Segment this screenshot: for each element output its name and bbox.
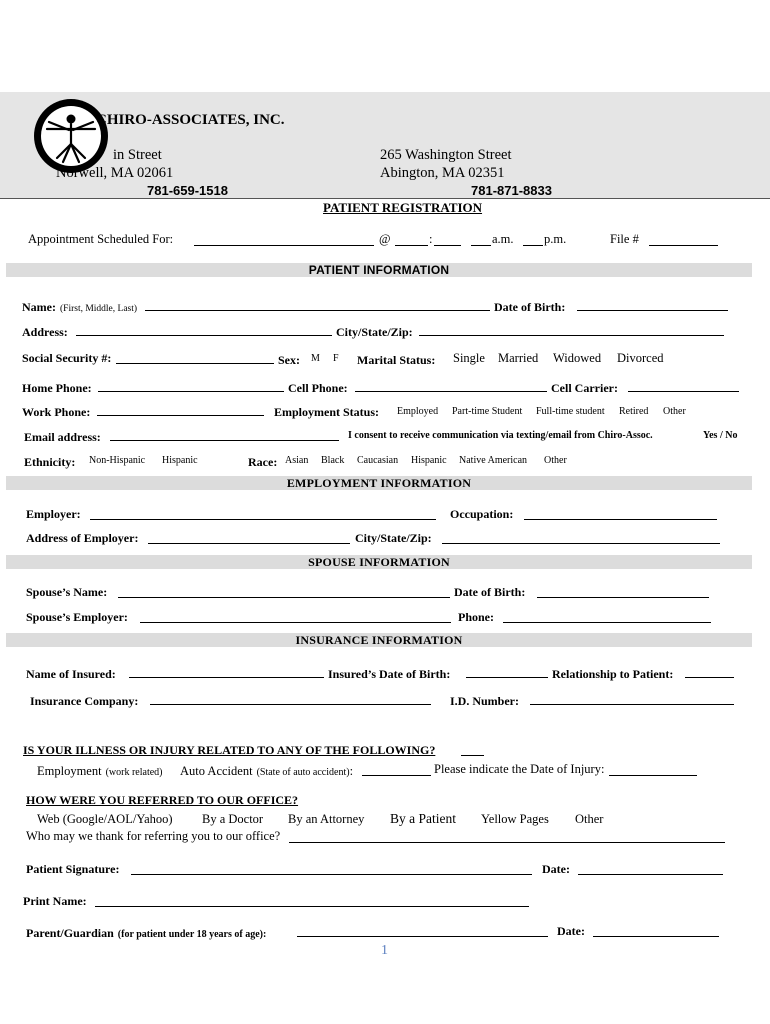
occupation-label: Occupation: [450,507,514,521]
race-option-caucasian[interactable]: Caucasian [357,455,399,466]
appointment-label: Appointment Scheduled For: [28,232,174,246]
work-phone-label: Work Phone [22,405,87,419]
print-name-field[interactable] [95,906,529,907]
race-option-other[interactable]: Other [544,455,567,466]
marital-option-married[interactable]: Married [498,351,539,365]
signature-date-field[interactable] [578,874,723,875]
letterhead-divider [0,198,770,199]
id-number-label: I.D. Number [450,694,515,708]
referral-option-other[interactable]: Other [575,812,604,826]
race-option-black[interactable]: Black [321,455,345,466]
employer-field[interactable] [90,519,436,520]
ssn-label: Social Security #: [22,351,112,365]
id-number-field[interactable] [530,704,734,705]
illness-auto-hint: (State of auto accident) [256,767,350,778]
email-label: Email address [24,430,97,444]
referral-thanks-label: Who may we thank for referring you to our office? [26,829,281,843]
marital-status-label: Marital Status [357,353,432,367]
illness-employment-hint: (work related) [105,767,163,778]
cell-carrier-field[interactable] [628,391,739,392]
employer-city-state-zip-label: City/State/Zip: [355,531,432,545]
cell-carrier-label: Cell Carrier [551,381,614,395]
employment-info-bar [6,476,752,490]
race-option-native-american[interactable]: Native American [459,455,528,466]
file-number-field[interactable] [649,245,718,246]
employment-option-other[interactable]: Other [663,406,686,417]
ethnicity-option-non-hispanic[interactable]: Non-Hispanic [89,455,146,466]
patient-info-title: PATIENT INFORMATION [308,263,450,277]
form-title: PATIENT REGISTRATION [323,200,483,215]
print-name-label: Print Name: [23,894,87,908]
employer-label: Employer: [26,507,81,521]
work-phone-field[interactable] [97,415,264,416]
consent-yes-no[interactable]: Yes / No [703,430,738,441]
left-office-phone: 781-659-1518 [147,183,228,198]
company-name: CHIRO-ASSOCIATES, INC. [96,112,285,128]
injury-date-field[interactable] [609,775,697,776]
employer-address-field[interactable] [148,543,350,544]
spouse-name-field[interactable] [118,597,450,598]
address-field[interactable] [76,335,332,336]
insured-name-label: Name of Insured [26,667,112,681]
name-row: Name: (First, Middle, Last) [22,300,138,314]
referral-option-attorney[interactable]: By an Attorney [288,812,365,826]
dob-field[interactable] [577,310,728,311]
city-state-zip-label: City/State/Zip [336,325,409,339]
page-number: 1 [381,943,388,958]
insured-dob-field[interactable] [466,677,548,678]
name-hint: (First, Middle, Last) [60,304,138,314]
name-label: Name [22,300,52,314]
name-field[interactable] [145,310,490,311]
insurance-company-label: Insurance Company [30,694,135,708]
ethnicity-option-hispanic[interactable]: Hispanic [162,455,198,466]
marital-option-divorced[interactable]: Divorced [617,351,664,365]
city-state-zip-field[interactable] [419,335,724,336]
dob-label: Date of Birth [494,300,562,314]
employment-info-title: EMPLOYMENT INFORMATION [286,476,472,490]
guardian-label: Parent/Guardian [26,926,114,940]
spouse-dob-label: Date of Birth: [454,585,526,599]
illness-employment-label: Employment [37,764,102,778]
cell-phone-label: Cell Phone [288,381,344,395]
ethnicity-label: Ethnicity [24,455,72,469]
insured-dob-label: Insured’s Date of Birth [328,667,447,681]
time-colon: : [429,232,433,246]
guardian-signature-field[interactable] [297,936,548,937]
referral-option-web[interactable]: Web (Google/AOL/Yahoo) [37,812,173,826]
spouse-name-label: Spouse’s Name: [26,585,108,599]
sex-option-m[interactable]: M [311,353,320,364]
guardian-date-label: Date: [557,924,585,938]
spouse-dob-field[interactable] [537,597,709,598]
appointment-hour-field[interactable] [395,245,428,246]
employment-option-part-time-student[interactable]: Part-time Student [452,406,523,417]
referral-option-doctor[interactable]: By a Doctor [202,812,264,826]
spouse-phone-field[interactable] [503,622,711,623]
letterhead-band [0,92,770,198]
address-label: Address [22,325,64,339]
employment-status-label: Employment Status [274,405,376,419]
left-office-city: Norwell, MA 02061 [56,165,174,181]
marital-option-single[interactable]: Single [453,351,485,365]
employment-option-employed[interactable]: Employed [397,406,439,417]
spouse-info-title: SPOUSE INFORMATION [308,555,450,569]
right-office-phone: 781-871-8833 [471,183,552,198]
home-phone-label: Home Phone [22,381,88,395]
home-phone-field[interactable] [98,391,284,392]
occupation-field[interactable] [524,519,717,520]
guardian-date-field[interactable] [593,936,719,937]
pm-checkbox[interactable] [523,245,543,246]
sex-label: Sex [278,353,296,367]
patient-info-bar [6,263,752,277]
employment-option-retired[interactable]: Retired [619,406,649,417]
insurance-info-title: INSURANCE INFORMATION [295,633,463,647]
vitruvian-man-logo-icon [33,98,109,174]
referral-option-yellow-pages[interactable]: Yellow Pages [481,812,549,826]
patient-signature-field[interactable] [131,874,532,875]
employment-option-full-time-student[interactable]: Full-time student [536,406,605,417]
am-label: a.m. [492,232,514,246]
employer-city-state-zip-field[interactable] [442,543,720,544]
appointment-date-field[interactable] [194,245,374,246]
left-office-street: in Street [113,147,162,163]
insurance-info-bar [6,633,752,647]
guardian-label-group [26,924,266,942]
illness-question: IS YOUR ILLNESS OR INJURY RELATED TO ANY OF THE FOLLOWING? [23,743,436,757]
referral-question: HOW WERE YOU REFERRED TO OUR OFFICE? [26,793,299,807]
guardian-hint: (for patient under 18 years of age): [117,929,267,940]
race-option-hispanic[interactable]: Hispanic [411,455,447,466]
insured-name-field[interactable] [129,677,324,678]
email-field[interactable] [110,440,339,441]
spouse-info-bar [6,555,752,569]
spouse-employer-field[interactable] [140,622,451,623]
sex-option-f[interactable]: F [333,353,339,364]
right-office-street: 265 Washington Street [380,147,512,163]
referral-option-patient[interactable]: By a Patient [390,811,456,826]
spouse-employer-label: Spouse’s Employer: [26,610,128,624]
race-option-asian[interactable]: Asian [285,455,309,466]
injury-date-label: Please indicate the Date of Injury: [434,762,605,776]
illness-auto-label: Auto Accident [180,764,253,778]
patient-signature-label: Patient Signature: [26,862,120,876]
at-sign: @ [379,232,391,246]
employer-address-label: Address of Employer: [26,531,139,545]
race-label: Race [248,455,274,469]
am-checkbox[interactable] [471,245,491,246]
appointment-minute-field[interactable] [434,245,461,246]
referral-thanks-field[interactable] [289,842,725,843]
relationship-field[interactable] [685,677,734,678]
illness-question-field[interactable] [461,755,484,756]
cell-phone-field[interactable] [355,391,547,392]
marital-option-widowed[interactable]: Widowed [553,351,602,365]
relationship-label: Relationship to Patient [552,667,670,681]
signature-date-label: Date: [542,862,570,876]
illness-employment-option[interactable] [37,762,163,780]
insurance-company-field[interactable] [150,704,431,705]
auto-state-field[interactable] [362,775,431,776]
right-office-city: Abington, MA 02351 [380,165,505,181]
ssn-field[interactable] [116,363,274,364]
file-number-label: File # [610,232,639,246]
pm-label: p.m. [544,232,567,246]
consent-text: I consent to receive communication via texting/email from Chiro-Assoc. [348,430,653,441]
illness-auto-option[interactable]: Auto Accident (State of auto accident): [180,764,354,778]
spouse-phone-label: Phone: [458,610,494,624]
